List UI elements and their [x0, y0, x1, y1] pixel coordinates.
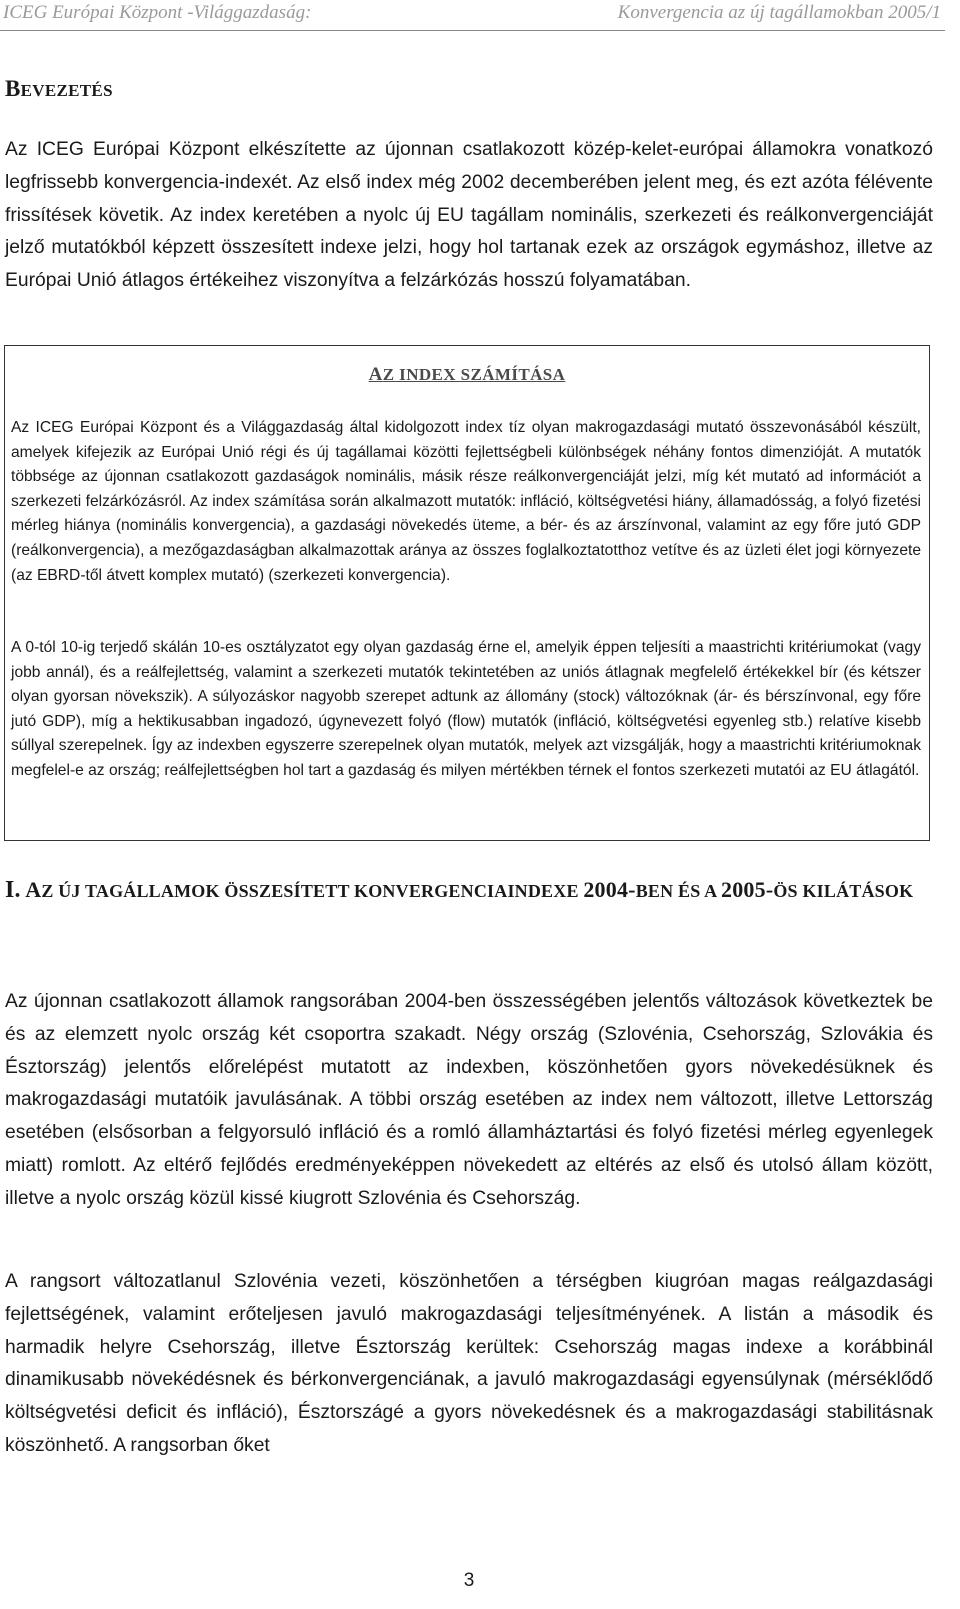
page-number: 3 — [463, 1570, 475, 1591]
section-title-part: 2004- — [583, 877, 636, 902]
section-number: I. — [5, 877, 21, 903]
index-calculation-box — [4, 345, 930, 841]
box-paragraph-1: Az ICEG Európai Központ és a Világgazdaság által kidolgozott index tíz olyan makrogazdasági mutató összevonásából készült, amelyek kifejezik az Európai Unió régi és új tagállamai közötti fejlettségbeli különbségek néhány fontos dimenzióját. A mutatók többsége az újonnan csatlakozott gazdaságok nominális, másik része reálkonvergenciáját jelzi, míg két mutató ad információt a szerkezeti felzárkózásról. Az index számítása során alkalmazott mutatók: infláció, költségvetési hiány, államadósság, a folyó fizetési mérleg hiánya (nominális konvergencia), a gazdasági növekedés üteme, a bér- és az árszínvonal, valamint az egy főre jutó GDP (reálkonvergencia), a mezőgazdaságban alkalmazottak aránya az összes foglalkoztatotthoz vetítve és az üzleti élet jogi környezete (az EBRD-től átvett komplex mutató) (szerkezeti konvergencia). — [11, 419, 921, 584]
intro-paragraph: Az ICEG Európai Központ elkészítette az újonnan csatlakozott közép-kelet-európai államokra vonatkozó legfrissebb konvergencia-indexét. Az első index még 2002 decemberében jelent meg, és ezt azóta félévente frissítések követik. Az index keretében a nyolc új EU tagállam nominális, szerkezeti és reálkonvergenciáját jelző mutatókból képzett összesített indexe jelzi, hogy hol tartanak ezek az országok egymáshoz, illetve az Európai Unió átlagos értékeihez viszonyítva a felzárkózás hosszú folyamatában. — [5, 139, 933, 292]
intro-heading-rest: EVEZETÉS — [20, 81, 113, 100]
section-paragraph-1: Az újonnan csatlakozott államok rangsorában 2004-ben összességében jelentős változások következtek be és az elemzett nyolc ország két csoportra szakadt. Négy ország (Szlovénia, Csehország, Szlovákia és Észtország) jelentős előrelépést mutatott az indexben, köszönhetően gyors növekedésüknek és makrogazdasági mutatóik javulásának. A többi ország esetében az index nem változott, illetve Lettország esetében (elsősorban a felgyorsuló infláció és a romló államháztartási és folyó fizetési mérleg egyenlegek miatt) romlott. Az eltérő fejlődés eredményeképpen növekedett az eltérés az első és utolsó állam között, illetve a nyolc ország közül kissé kiugrott Szlovénia és Csehország. — [5, 991, 933, 1209]
section-heading — [5, 870, 925, 911]
box-title-rest: Z INDEX SZÁMÍTÁSA — [382, 365, 566, 384]
intro-heading — [5, 76, 113, 102]
page-header — [0, 0, 945, 31]
box-paragraph-2: A 0-tól 10-ig terjedő skálán 10-es osztályzatot egy olyan gazdaság érne el, amelyik éppen teljesíti a maastrichti kritériumokat (vagy jobb annál), és a reálfejlettség, valamint a szerkezeti mutatók tekintetében az uniós átlagnak megfelelő értékekkel bír (és kétszer olyan gyorsan növekszik). A súlyozáskor nagyobb szerepet adtunk az állomány (stock) változóknak (ár- és bérszínvonal, egy főre jutó GDP), míg a hektikusabban ingadozó, úgynevezett folyó (flow) mutatók (infláció, költségvetési egyenleg stb.) relatíve kisebb súllyal szerepelnek. Így az indexben egyszerre szerepelnek olyan mutatók, melyek azt vizsgálják, hogy a maastrichti kritériumoknak megfelel-e az ország; reálfejlettségben hol tart a gazdaság és milyen mértékben térnek el fontos szerkezeti mutatói az EU átlagától. — [11, 639, 921, 779]
box-title — [5, 364, 929, 386]
box-title-initial: A — [368, 364, 383, 385]
section-paragraph-2: A rangsort változatlanul Szlovénia vezeti, köszönhetően a térségben kiugróan magas reálgazdasági fejlettségének, valamint erőteljesen javuló makrogazdasági teljesítményének. A listán a második és harmadik helyre Csehország, illetve Észtország kerültek: Csehország magas indexe a korábbinál dinamikusabb növekédésnek és bérkonvergenciának, a javuló makrogazdasági egyensúlynak (mérséklődő költségvetési deficit és infláció), Észtországé a gyors növekedésnek és a makrogazdasági stabilitásnak köszönhető. A rangsorban őket — [5, 1271, 933, 1456]
section-title-part: ÖS KILÁTÁSOK — [773, 881, 914, 901]
section-title-part: BEN ÉS A — [635, 881, 722, 901]
header-left-text: ICEG Európai Központ -Világgazdaság: — [3, 2, 312, 23]
section-title — [21, 877, 914, 902]
intro-heading-initial: B — [5, 76, 21, 101]
section-title-part: 2005- — [721, 877, 774, 902]
section-title-part: Z ÚJ TAGÁLLAMOK ÖSSZESÍTETT KONVERGENCIAINDEXE — [41, 881, 584, 901]
section-title-part: A — [20, 877, 42, 902]
header-right-text: Konvergencia az új tagállamokban 2005/1 — [617, 2, 941, 23]
